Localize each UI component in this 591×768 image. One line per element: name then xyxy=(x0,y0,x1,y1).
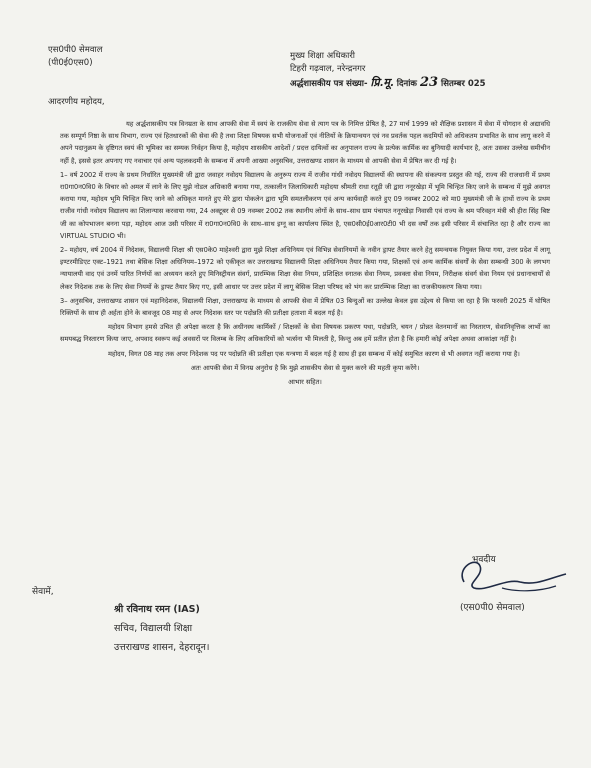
body-paragraph-request: अतः आपकी सेवा में विनम्र अनुरोध है कि मुझे शासकीय सेवा से मुक्त करने की महती कृपा करेंगे। xyxy=(190,363,420,372)
signatory-name: (एस0पी0 सेमवाल) xyxy=(460,603,525,613)
date-label: दिनांक xyxy=(396,79,417,89)
closing-bhavadiya: भवदीय xyxy=(472,555,496,565)
handwritten-letter-number: प्रि.मू. xyxy=(370,76,394,89)
sender-designation-block xyxy=(48,44,103,70)
handwritten-date-day: 23 xyxy=(419,75,439,90)
sender-service: (पी0ई0एस0) xyxy=(48,58,93,68)
addressee-block xyxy=(114,600,210,657)
office-title: मुख्य शिक्षा अधिकारी xyxy=(290,51,355,61)
body-paragraph-expectation: महोदय विभाग हमसे उचित ही अपेक्षा करता है कि अधीनस्थ कार्मिकों / शिक्षकों के सेवा विषयक प्रकरण यथा, पदोन्नति, चयन / प्रोन्नत वेतनमानों का निस्तारण, सेवानिवृत्तिक लाभों का समयबद्ध निस्तारण किया जाए, अपवाद स्वरूप कई अवसरों पर विलम्ब के लिए अधिकारियों को भर्त्सना भी मिलती है, किन्तु अब हमें प्रतीत होता है कि हमारी कोई अपेक्षा अथवा आकांक्षा नहीं है। xyxy=(60,323,550,344)
salutation: आदरणीय महोदय, xyxy=(48,97,105,107)
handwritten-signature xyxy=(446,548,576,598)
body-paragraph-waiting: महोदय, विगत 08 माह तक अपर निदेशक पद पर पदोन्नति की प्रतीक्षा एक यन्त्रणा में बदल गई है साथ ही इस सम्बन्ध में कोई समुचित कारण से भी अवगत नहीं कराया गया है। xyxy=(108,349,520,358)
office-header-block xyxy=(290,50,486,91)
addressee-designation: सचिव, विद्यालयी शिक्षा xyxy=(114,623,193,634)
body-paragraph-intro: यह अर्द्धशासकीय पत्र विनम्रता के साथ आपकी सेवा में स्वयं के राजकीय सेवा से त्याग पत्र के निमित्त प्रेषित है, 27 मार्च 1999 को शैक्षिक प्रशासन में सेवा में योगदान से अद्यावधि तक सम्पूर्ण निष्ठा के साथ विभाग, राज्य एवं हितधारकों की सेवा की है तथा शिक्षा विषयक सभी योजनाओं एवं नीतियों के क्रियान्वयन एवं नव प्रवर्तक पहल कदमियों को अधिकतम प्रभावित के साथ लागू करने में अपने पदानुक्रम के दृष्टिगत स्वयं की भूमिका का सम्यक निर्वहन किया है, महोदय शासकीय आदेशों / प्रदत्त दायित्वों का अनुपालन राज्य के प्रत्येक कार्मिक का बुनियादी कार्यभार है, अतः उसका उल्लेख समीचीन नहीं है, इससे इतर अपनाए गए नवाचार एवं अन्य पहलकदमी के सम्बन्ध में अपनी आख्या अनुसचिव, उत्तराखण्ड शासन के माध्यम से आपकी सेवा में प्रेषित कर दी गई है। xyxy=(60,120,550,165)
body-paragraph-point-1: 1– वर्ष 2002 में राज्य के प्रथम निर्धारित मुख्यमंत्री जी द्वारा जवाहर नवोदय विद्यालय के अनुरूप राज्य में राजीव गांधी नवोदय विद्यालयों की स्थापना की संकल्पना प्रस्तुत की गई, राज्य की राजधानी में प्रथम रा0गा0न0वि0 के विचार को अमल में लाने के लिए मुझे नोडल अधिकारी बनाया गया, तत्कालीन जिलाधिकारी महोदया श्रीमती राधा रतूड़ी जी द्वारा ननूरखेड़ा में भूमि चिन्हित किए जाने के सम्बन्ध में मुझे अवगत कराया गया, महोदय भूमि चिन्हित किए जाने को अधिकृत मानते हुए मेरे द्वारा पोकलेन द्वारा भूमि समतलीकरण एवं अन्य कार्यवाही करते हुए 09 नवम्बर 2002 को मा0 मुख्यमंत्री जी के हाथों राज्य के प्रथम राजीव गांधी नवोदय विद्यालय का शिलान्यास करवाया गया, 24 अक्टूबर से 09 नवम्बर 2002 तक स्थानीय लोगों के साथ–साथ ग्राम पंचायत ननूरखेड़ा निवासी एवं राज्य के श्रम परिवहन मंत्री श्री हीरा सिंह बिष्ट जी का कोपभाजन बनना पड़ा, महोदय आज उसी परिसर में रा0गा0न0वि0 के साथ–साथ इग्नू का कार्यालय स्थित है, एस0सी0ई0आर0टी0 भी दस वर्षों तक इसी परिसर में संचालित रहा है और राज्य का VIRTUAL STUDIO भी। xyxy=(60,170,550,240)
body-paragraph-thanks: आभार सहित। xyxy=(288,378,322,387)
office-location: टिहरी गढ़वाल, नरेन्द्रनगर xyxy=(290,64,366,74)
addressee-office: उत्तराखण्ड शासन, देहरादून। xyxy=(114,642,210,653)
body-paragraph-point-3: 3– अनुसचिव, उत्तराखण्ड शासन एवं महानिदेशक, विद्यालयी शिक्षा, उत्तराखण्ड के माध्यम से आपकी सेवा में प्रेषित 03 बिन्दुओं का उल्लेख केवल इस उद्देश्य से किया जा रहा है कि फरवरी 2025 में घोषित रिक्तियों के साथ ही अर्हता होने के बावजूद 08 माह से अपर निदेशक स्तर पर पदोन्नति की प्रतीक्षा हताशा में बदल गई है। xyxy=(60,296,550,318)
sender-name: एस0पी0 सेमवाल xyxy=(48,45,103,55)
addressee-name: श्री रविनाथ रमन (IAS) xyxy=(114,604,200,615)
date-month-year: सितम्बर 025 xyxy=(441,79,486,89)
letter-number-label: अर्द्धशासकीय पत्र संख्या- xyxy=(290,79,368,89)
letter-reference-line xyxy=(290,76,486,91)
seva-mein-label: सेवामें, xyxy=(32,587,54,597)
letter-body xyxy=(60,118,550,390)
body-paragraph-point-2: 2– महोदय, वर्ष 2004 में निदेशक, विद्यालयी शिक्षा श्री एस0के0 माहेश्वरी द्वारा मुझे शिक्षा अधिनियम एवं विभिन्न सेवानियमों के नवीन ड्राफ्ट तैयार करने हेतु समन्वयक नियुक्त किया गया, उत्तर प्रदेश में लागू इण्टरमीडिएट एक्ट–1921 तथा बेसिक शिक्षा अधिनियम–1972 को एकीकृत कर उत्तराखण्ड विद्यालयी शिक्षा अधिनियम तैयार किया गया, शिक्षकों एवं अन्य कार्मिक संवर्गों के सेवा सम्बन्धी 300 के लगभग न्यायालयी वाद एवं उनमें पारित निर्णयों का अध्ययन करते हुए मिनिस्ट्रीयल संवर्ग, प्रारम्भिक शिक्षा सेवा नियम, प्रशिक्षित स्नातक सेवा नियम, प्रवक्ता सेवा नियम, निरीक्षक संवर्ग सेवा नियम एवं प्रधानाचार्यों से लेकर निदेशक तक के लिए सेवा नियमों के ड्राफ्ट तैयार किए गए, इसी आधार पर उत्तर प्रदेश में लागू बेसिक शिक्षा परिषद को भंग कर प्रारम्भिक शिक्षा का राजकीयकरण किया गया। xyxy=(60,246,550,291)
